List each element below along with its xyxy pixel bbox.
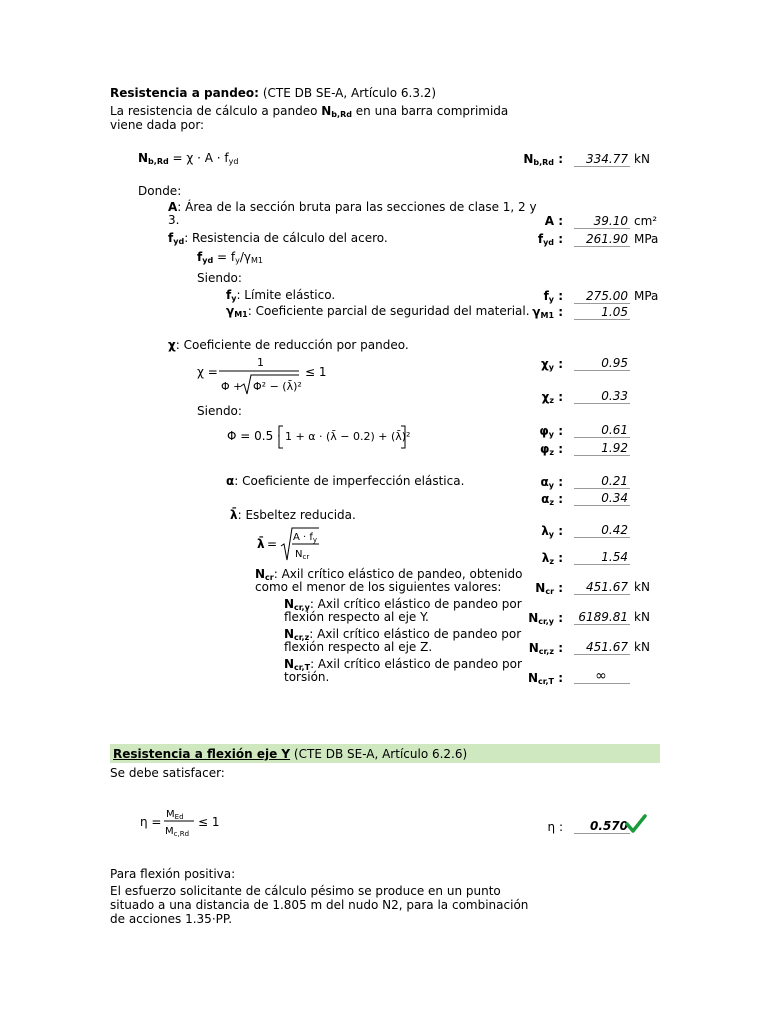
alpha-desc: α: Coeficiente de imperfección elástica. bbox=[226, 474, 465, 488]
chiz-value: 0.33 bbox=[574, 389, 630, 404]
ncry-value: 6189.81 bbox=[574, 610, 630, 625]
lambdaz-label: $\lambda_z$ : bbox=[541, 551, 563, 566]
ncrt-value: ∞ bbox=[574, 669, 630, 684]
ncrt-desc-2: torsión. bbox=[284, 670, 330, 684]
alphaz-value: 0.34 bbox=[574, 491, 630, 506]
a-unit: cm² bbox=[634, 214, 658, 228]
nbrd-formula: $N_{b,Rd} = \chi \cdot A \cdot f_{yd}$ bbox=[138, 151, 239, 166]
lambday-label: $\lambda_y$ : bbox=[541, 524, 563, 539]
ncrz-unit: kN bbox=[634, 640, 650, 654]
ncry-label: $N_{cr,y}$ : bbox=[528, 611, 563, 626]
buckling-heading: Resistencia a pandeo: (CTE DB SE-A, Artículo 6.3.2) bbox=[110, 86, 437, 100]
lambda-desc: λ̄: Esbeltez reducida. bbox=[230, 508, 356, 522]
phiy-label: $\varphi_y$ : bbox=[539, 424, 563, 439]
gm1-desc: $\gamma_{M1}$: Coeficiente parcial de seguridad del material. bbox=[226, 304, 530, 319]
svg-text:1: 1 bbox=[257, 356, 264, 369]
gm1-value: 1.05 bbox=[574, 305, 630, 320]
buckling-intro-line2: viene dada por: bbox=[110, 118, 205, 132]
eta-label: η : bbox=[547, 820, 563, 834]
svg-text:MEd: $M_{Ed}$ bbox=[166, 809, 184, 821]
alphaz-label: $\alpha_z$ : bbox=[541, 492, 563, 507]
svg-text:Mc,Rd: $M_{c,Rd}$ bbox=[165, 826, 190, 838]
chiz-label: $\chi_z$ : bbox=[541, 390, 563, 405]
chi-formula bbox=[195, 354, 335, 398]
phiz-value: 1.92 bbox=[574, 441, 630, 456]
phiy-value: 0.61 bbox=[574, 423, 630, 438]
ncr-unit: kN bbox=[634, 580, 650, 594]
chi-desc: χ: Coeficiente de reducción por pandeo. bbox=[168, 338, 409, 352]
ncry-desc-2: flexión respecto al eje Y. bbox=[284, 610, 429, 624]
siendo-label-1: Siendo: bbox=[197, 271, 242, 285]
bending-positive: Para flexión positiva: bbox=[110, 867, 236, 881]
fyd-label: $f_{yd}$ : bbox=[537, 232, 563, 247]
fy-desc: $f_y$: Límite elástico. bbox=[226, 288, 336, 303]
eta-value: 0.570 bbox=[574, 819, 630, 834]
fy-value: 275.00 bbox=[574, 289, 630, 304]
check-icon bbox=[624, 813, 648, 835]
svg-text:≤ 1: ≤ 1 bbox=[305, 365, 327, 379]
svg-text:Ncr: $N_{cr}$ bbox=[295, 549, 310, 561]
nbrd-value: 334.77 bbox=[574, 152, 630, 167]
svg-text:Φ +: Φ + bbox=[221, 380, 243, 393]
nbrd-label: $N_{b,Rd}$ : bbox=[523, 152, 563, 167]
bending-text-3: de acciones 1.35·PP. bbox=[110, 912, 233, 926]
ncrt-label: $N_{cr,T}$ : bbox=[527, 671, 563, 686]
ncrz-desc: $N_{cr,z}$: Axil crítico elástico de pandeo por bbox=[284, 627, 522, 642]
ncry-desc: $N_{cr,y}$: Axil crítico elástico de pandeo por bbox=[284, 597, 522, 612]
gm1-label: $\gamma_{M1}$ : bbox=[532, 305, 563, 320]
bending-text-2: situado a una distancia de 1.805 m del nudo N2, para la combinación bbox=[110, 898, 529, 912]
svg-text:λ̄: λ̄ bbox=[257, 537, 265, 551]
fyd-formula: $f_{yd} = f_y/\gamma_{M1}$ bbox=[197, 250, 263, 265]
buckling-intro-line1: La resistencia de cálculo a pandeo $N_{b,Rd}$ en una barra comprimida bbox=[110, 104, 509, 119]
alphay-value: 0.21 bbox=[574, 474, 630, 489]
a-value: 39.10 bbox=[574, 214, 630, 229]
svg-text:≤ 1: ≤ 1 bbox=[198, 815, 220, 829]
ncry-unit: kN bbox=[634, 610, 650, 624]
svg-text:Φ = 0.5 ·: Φ = 0.5 · bbox=[227, 429, 281, 443]
fy-label: $f_y$ : bbox=[543, 289, 563, 304]
ncrt-desc: $N_{cr,T}$: Axil crítico elástico de pandeo por bbox=[284, 657, 522, 672]
phi-formula bbox=[225, 422, 415, 452]
lambda-formula bbox=[255, 526, 335, 564]
siendo-label-2: Siendo: bbox=[197, 404, 242, 418]
bending-satisfy: Se debe satisfacer: bbox=[110, 766, 225, 780]
a-desc-2: 3. bbox=[168, 213, 180, 227]
ncr-desc: $N_{cr}$: Axil crítico elástico de pandeo, obtenido bbox=[255, 567, 523, 582]
fyd-unit: MPa bbox=[634, 232, 659, 246]
svg-text:=: = bbox=[267, 537, 278, 551]
lambday-value: 0.42 bbox=[574, 523, 630, 538]
ncrz-label: $N_{cr,z}$ : bbox=[528, 641, 563, 656]
bending-text-1: El esfuerzo solicitante de cálculo pésimo se produce en un punto bbox=[110, 884, 501, 898]
ncr-desc-2: como el menor de los siguientes valores: bbox=[255, 580, 502, 594]
fyd-value: 261.90 bbox=[574, 232, 630, 247]
svg-text:Φ² − (λ̄)²: Φ² − (λ̄)² bbox=[253, 380, 302, 393]
svg-text:η =: η = bbox=[140, 815, 162, 829]
ncrz-value: 451.67 bbox=[574, 640, 630, 655]
ncrz-desc-2: flexión respecto al eje Z. bbox=[284, 640, 433, 654]
bending-heading: Resistencia a flexión eje Y (CTE DB SE-A, Artículo 6.2.6) bbox=[113, 747, 468, 761]
fy-unit: MPa bbox=[634, 289, 659, 303]
nbrd-unit: kN bbox=[634, 152, 650, 166]
svg-text:A · fy: $A \cdot f_y$ bbox=[293, 532, 318, 544]
ncr-label: $N_{cr}$ : bbox=[535, 581, 563, 596]
donde-label: Donde: bbox=[138, 184, 182, 198]
lambdaz-value: 1.54 bbox=[574, 550, 630, 565]
svg-text:χ =: χ = bbox=[197, 365, 218, 379]
alphay-label: $\alpha_y$ : bbox=[540, 475, 563, 490]
chiy-label: $\chi_y$ : bbox=[541, 357, 563, 372]
svg-text:1 + α · (λ̄ − 0.2) + (λ̄)²: 1 + α · (λ̄ − 0.2) + (λ̄)² bbox=[285, 430, 411, 443]
a-desc: A: Área de la sección bruta para las secciones de clase 1, 2 y bbox=[168, 200, 537, 214]
fyd-desc: $f_{yd}$: Resistencia de cálculo del acero. bbox=[168, 231, 388, 246]
a-label: A : bbox=[544, 214, 563, 228]
ncr-value: 451.67 bbox=[574, 580, 630, 595]
phiz-label: $\varphi_z$ : bbox=[539, 442, 563, 457]
chiy-value: 0.95 bbox=[574, 356, 630, 371]
eta-formula bbox=[138, 804, 228, 840]
